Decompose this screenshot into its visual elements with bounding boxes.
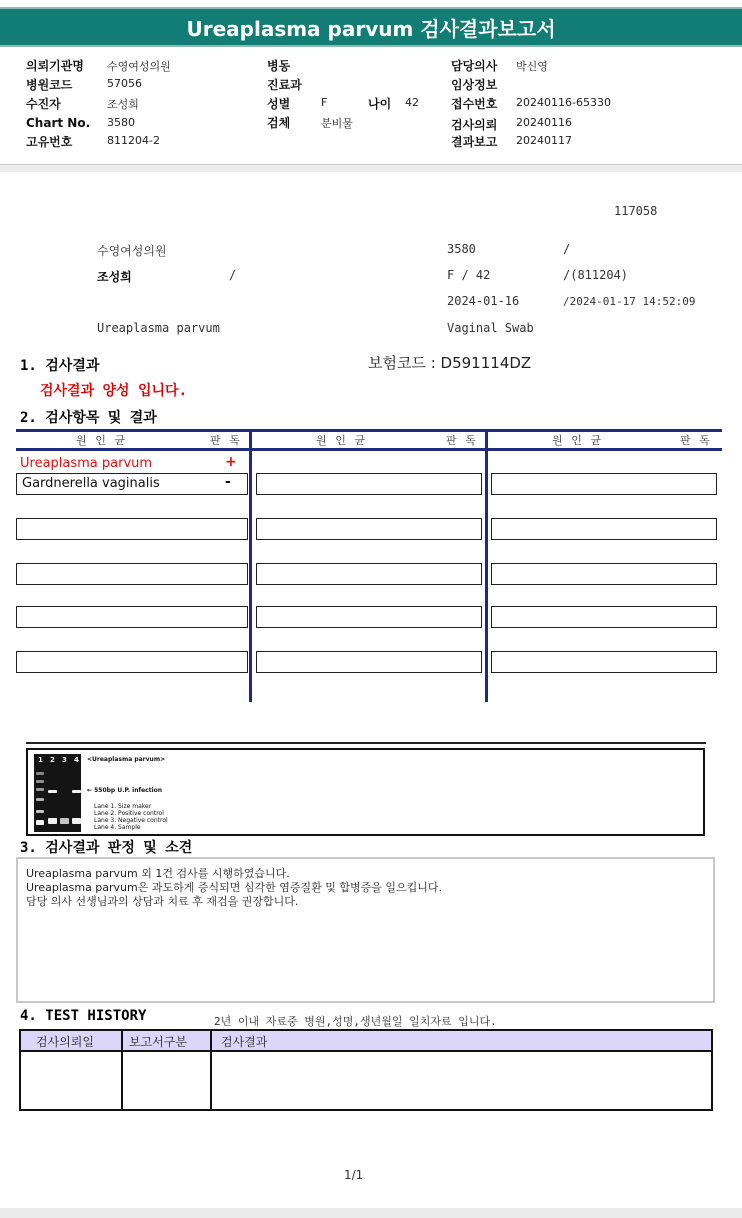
chart-no-label: Chart No. (26, 116, 91, 130)
result-judgement-positive: + (225, 454, 237, 470)
ladder-band (36, 820, 44, 825)
info-test-name: Ureaplasma parvum (97, 321, 220, 335)
ladder-band (36, 810, 44, 813)
column-header-organism: 원 인 균 (76, 434, 126, 447)
primer-band (48, 818, 57, 824)
unique-no-value: 811204-2 (107, 134, 160, 147)
ladder-band (36, 780, 44, 783)
history-column-result: 검사결과 (221, 1035, 268, 1049)
result-box (16, 606, 248, 628)
receipt-no-value: 20240116-65330 (516, 96, 611, 109)
age-label: 나이 (368, 97, 392, 111)
history-column-request-date: 검사의뢰일 (36, 1035, 94, 1049)
opinion-line: Ureaplasma parvum은 과도하게 증식되면 심각한 염증질환 및 합병증을 일으킵니다. (26, 881, 442, 894)
results-table-header-rule (16, 448, 722, 451)
lane-number: 2 (50, 756, 55, 764)
opinion-line: Ureaplasma parvum 외 1건 검사를 시행하였습니다. (26, 867, 290, 880)
result-box (256, 518, 482, 540)
report-date-label: 결과보고 (451, 135, 498, 149)
age-value: 42 (405, 96, 419, 109)
gel-figure (26, 748, 705, 836)
institution-label: 의뢰기관명 (26, 59, 84, 73)
info-clinic: 수영여성의원 (97, 244, 167, 258)
opinion-line: 담당 의사 선생님과의 상담과 치료 후 재검을 권장합니다. (26, 895, 299, 908)
request-date-value: 20240116 (516, 116, 572, 129)
specimen-value: 분비물 (321, 117, 353, 130)
section2-title: 2. 검사항목 및 결과 (20, 410, 157, 426)
serial-number: 117058 (614, 204, 658, 218)
column-header-judgement: 판 독 (210, 434, 240, 447)
positive-control-band (48, 790, 57, 793)
gel-legend-item: Lane 1. Size maker (94, 803, 152, 810)
result-box (256, 606, 482, 628)
result-judgement: - (225, 474, 231, 490)
ward-label: 병동 (267, 59, 291, 73)
gel-title: <Ureaplasma parvum> (87, 756, 166, 763)
info-sex-age: F / 42 (447, 268, 491, 282)
doctor-value: 박신영 (516, 60, 548, 73)
specimen-label: 검체 (267, 116, 291, 130)
result-box (256, 473, 482, 495)
info-birth: /(811204) (563, 268, 629, 282)
info-specimen: Vaginal Swab (447, 321, 534, 335)
result-summary: 검사결과 양성 입니다. (40, 383, 188, 399)
primer-band (60, 818, 69, 824)
result-box (491, 651, 717, 673)
report-title: Ureaplasma parvum 검사결과보고서 (186, 16, 556, 41)
history-table-header (21, 1031, 711, 1052)
header-divider (0, 164, 742, 172)
hospital-code-value: 57056 (107, 77, 142, 90)
gel-band-label: ← 550bp U.P. infection (87, 787, 163, 794)
section3-title: 3. 검사결과 판정 및 소견 (20, 840, 193, 856)
result-box (16, 473, 248, 495)
column-header-organism: 원 인 균 (552, 434, 602, 447)
ladder-band (36, 788, 44, 791)
receipt-no-label: 접수번호 (451, 97, 498, 111)
gel-divider (26, 742, 706, 744)
result-box (491, 563, 717, 585)
result-box (16, 651, 248, 673)
result-box (256, 563, 482, 585)
insurance-code: 보험코드 : D591114DZ (368, 354, 532, 372)
info-slash: / (563, 242, 571, 256)
result-box (16, 563, 248, 585)
column-header-judgement: 판 독 (446, 434, 476, 447)
page-number: 1/1 (344, 1168, 364, 1182)
test-history-table (19, 1029, 713, 1111)
patient-label: 수진자 (26, 97, 61, 111)
sex-value: F (321, 96, 328, 109)
history-note: 2년 이내 자료중 병원,성명,생년월일 일치자료 입니다. (214, 1015, 497, 1028)
department-label: 진료과 (267, 78, 302, 92)
result-box (491, 606, 717, 628)
ladder-band (36, 798, 44, 801)
ladder-band (36, 772, 44, 775)
lane-number: 4 (74, 756, 79, 764)
lane-number: 1 (38, 756, 43, 764)
unique-no-label: 고유번호 (26, 135, 73, 149)
history-column-divider (210, 1031, 212, 1109)
sample-band (72, 790, 81, 793)
footer-bar (0, 1208, 742, 1218)
result-box (256, 651, 482, 673)
primer-band (72, 818, 81, 824)
gel-legend-item: Lane 4. Sample (94, 824, 141, 831)
opinion-box (16, 857, 715, 1003)
clinical-info-label: 임상정보 (451, 78, 498, 92)
info-received: 2024-01-16 (447, 294, 520, 308)
result-box (491, 518, 717, 540)
lane-number: 3 (62, 756, 67, 764)
results-column-divider (485, 429, 488, 702)
result-box (16, 518, 248, 540)
info-chart: 3580 (447, 242, 476, 256)
report-title-bar (0, 7, 742, 47)
gel-legend-item: Lane 2. Positive control (94, 810, 164, 817)
column-header-organism: 원 인 균 (316, 434, 366, 447)
results-column-divider (249, 429, 252, 702)
result-organism-positive: Ureaplasma parvum (20, 456, 153, 471)
sex-label: 성별 (267, 97, 291, 111)
column-header-judgement: 판 독 (680, 434, 710, 447)
result-box (491, 473, 717, 495)
history-column-divider (121, 1031, 123, 1109)
doctor-label: 담당의사 (451, 59, 498, 73)
request-date-label: 검사의뢰 (451, 118, 498, 132)
info-patient-name: 조성희 (97, 270, 132, 284)
section4-title: 4. TEST HISTORY (20, 1008, 147, 1024)
gel-legend-item: Lane 3. Negative control (94, 817, 168, 824)
patient-value: 조성희 (107, 98, 139, 111)
chart-no-value: 3580 (107, 116, 135, 129)
info-slash-2: / (229, 268, 237, 282)
hospital-code-label: 병원코드 (26, 78, 73, 92)
report-date-value: 20240117 (516, 134, 572, 147)
info-reported: /2024-01-17 14:52:09 (563, 295, 696, 308)
gel-image (34, 754, 81, 832)
institution-value: 수영여성의원 (107, 60, 171, 73)
result-organism: Gardnerella vaginalis (22, 476, 160, 491)
history-column-report-type: 보고서구분 (129, 1035, 187, 1049)
section1-title: 1. 검사결과 (20, 358, 100, 374)
